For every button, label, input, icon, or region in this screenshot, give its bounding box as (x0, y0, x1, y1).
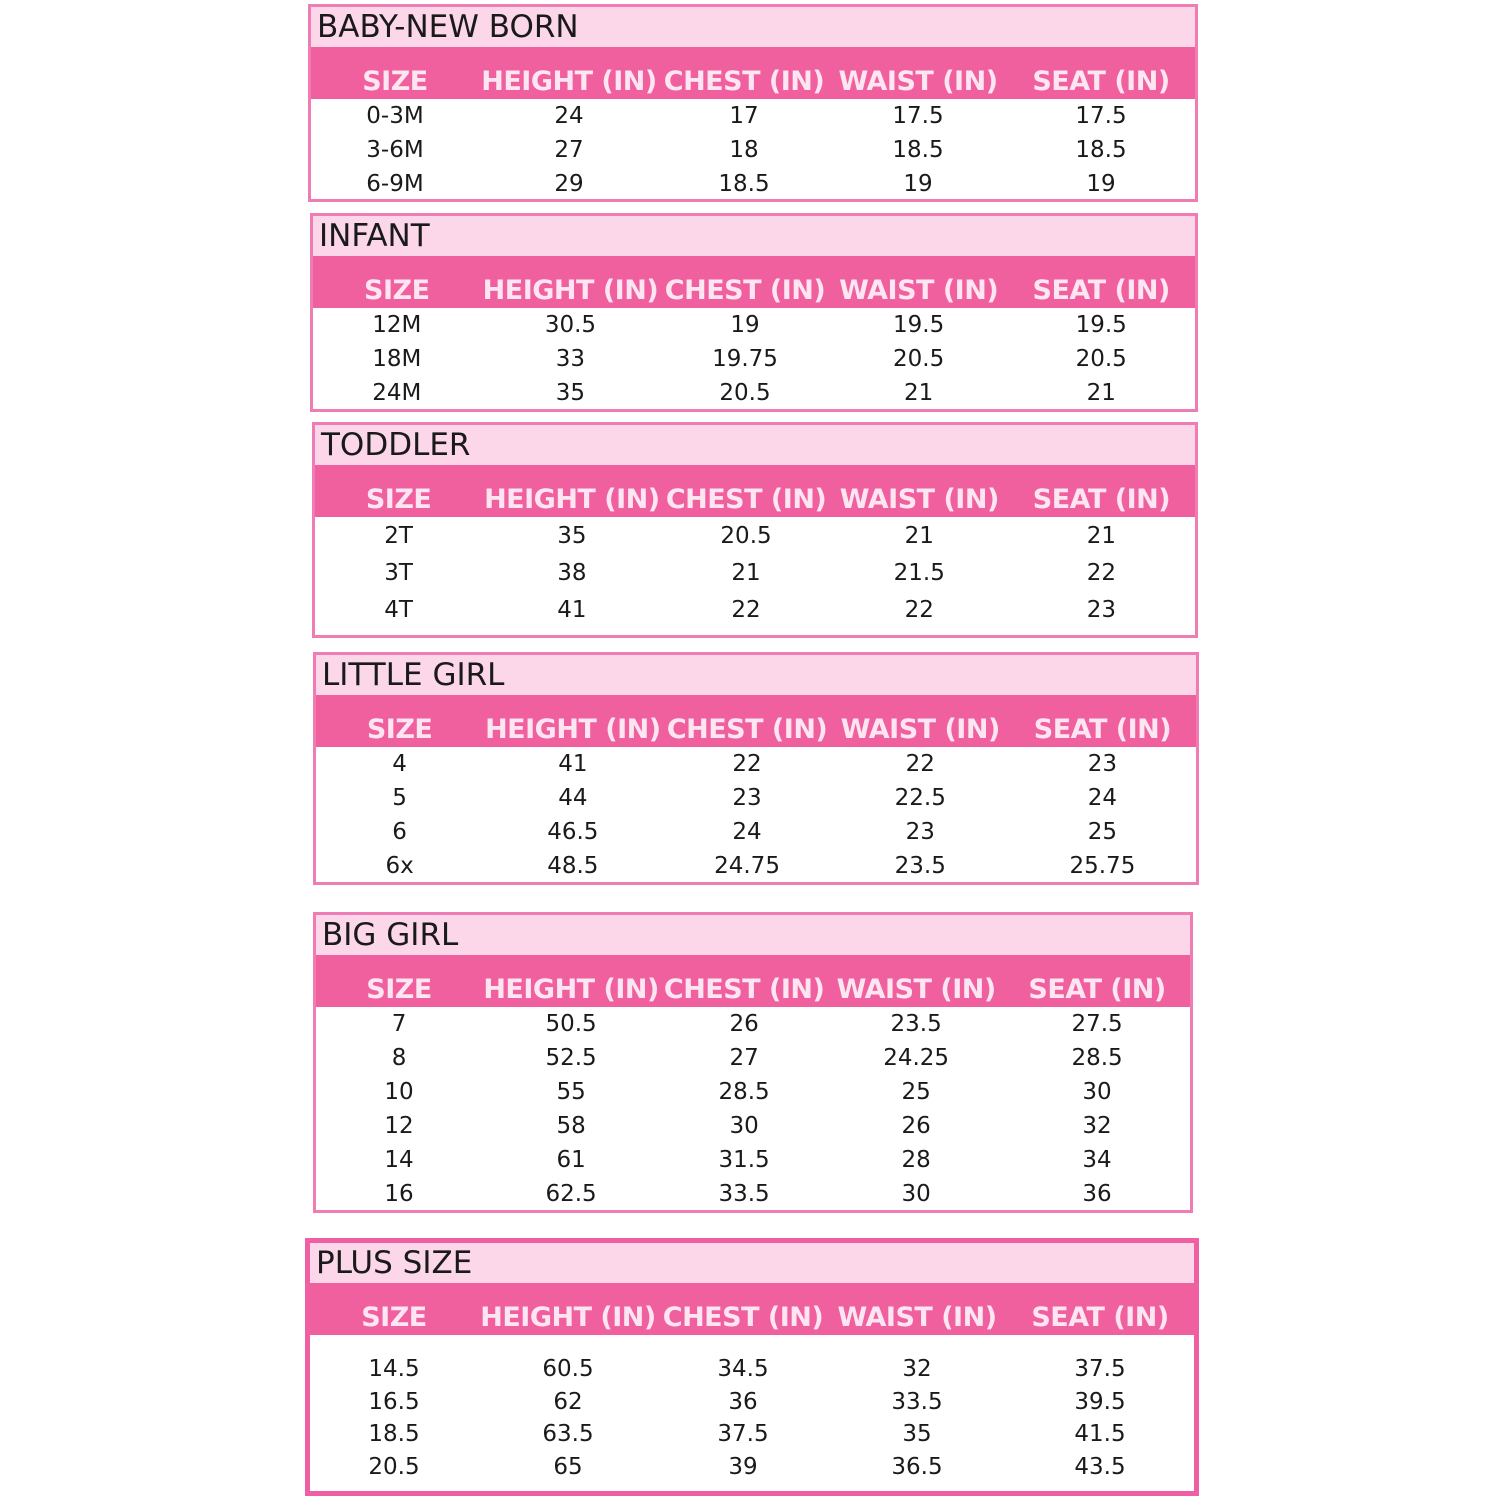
table-cell: 61 (556, 1147, 586, 1173)
table-cell: 22 (732, 751, 762, 777)
table-cell: 48.5 (547, 853, 599, 879)
table-row (316, 1041, 1190, 1075)
table-row (311, 99, 1195, 133)
table-cell: 41 (557, 596, 587, 623)
table-cell: 20.5 (893, 346, 945, 372)
column-header: WAIST (IN) (836, 974, 996, 1005)
table-cell: 37.5 (1074, 1356, 1126, 1383)
column-header: SEAT (IN) (1032, 66, 1170, 97)
table-cell: 21 (904, 522, 934, 549)
table-cell: 6 (392, 819, 407, 845)
section-title: PLUS SIZE (310, 1243, 1194, 1283)
column-header: WAIST (IN) (839, 275, 999, 306)
table-row (316, 781, 1196, 815)
section-plus-size (305, 1238, 1199, 1496)
table-cell: 24.75 (714, 853, 780, 879)
table-cell: 28.5 (718, 1079, 770, 1105)
column-header-row (313, 256, 1195, 308)
table-cell: 30 (729, 1113, 759, 1139)
column-header-row (311, 47, 1195, 99)
section-baby-new-born (308, 4, 1198, 202)
table-row (313, 308, 1195, 342)
table-cell: 20.5 (719, 380, 771, 406)
table-cell: 24 (554, 103, 584, 129)
table-body (316, 1007, 1190, 1211)
column-header: HEIGHT (IN) (484, 484, 660, 515)
table-cell: 32 (902, 1356, 932, 1383)
column-header-row (310, 1283, 1194, 1335)
table-cell: 25 (1087, 819, 1118, 845)
table-cell: 21 (1086, 522, 1117, 549)
table-cell: 33.5 (891, 1388, 943, 1415)
table-cell: 14 (384, 1147, 414, 1173)
table-row (316, 815, 1196, 849)
table-row (316, 1075, 1190, 1109)
table-row (316, 1109, 1190, 1143)
table-row (311, 133, 1195, 167)
column-header: SEAT (IN) (1033, 714, 1172, 745)
column-header: CHEST (IN) (662, 1302, 824, 1333)
table-cell: 5 (392, 785, 407, 811)
table-cell: 26 (901, 1113, 931, 1139)
column-header: WAIST (IN) (838, 66, 998, 97)
table-cell: 24 (1087, 785, 1118, 811)
column-header: HEIGHT (IN) (485, 714, 661, 745)
table-body (316, 747, 1196, 883)
table-cell: 24.25 (883, 1045, 950, 1071)
table-cell: 37.5 (717, 1421, 769, 1448)
section-infant (310, 213, 1198, 412)
column-header: CHEST (IN) (663, 66, 825, 97)
table-cell: 28 (901, 1147, 931, 1173)
table-cell: 41.5 (1074, 1421, 1126, 1448)
table-row (310, 1451, 1194, 1484)
table-row (310, 1353, 1194, 1386)
table-cell: 33 (555, 346, 586, 372)
table-cell: 19.75 (712, 346, 778, 372)
table-cell: 16 (384, 1181, 414, 1207)
table-cell: 17.5 (892, 103, 944, 129)
table-cell: 19.5 (893, 312, 945, 338)
table-row (315, 517, 1195, 554)
column-header: CHEST (IN) (665, 484, 827, 515)
table-cell: 36.5 (891, 1453, 943, 1480)
table-cell: 8 (391, 1045, 407, 1071)
table-cell: 24 (732, 819, 762, 845)
column-header-row (316, 695, 1196, 747)
table-cell: 14.5 (368, 1356, 420, 1383)
table-cell: 23.5 (894, 853, 946, 879)
table-row (310, 1386, 1194, 1419)
table-cell: 0-3M (366, 103, 424, 129)
table-cell: 23 (1087, 751, 1118, 777)
table-row (315, 554, 1195, 591)
table-cell: 36 (728, 1388, 758, 1415)
column-header: CHEST (IN) (663, 974, 825, 1005)
table-cell: 18.5 (718, 171, 770, 197)
table-cell: 35 (557, 522, 587, 549)
table-cell: 25 (901, 1079, 931, 1105)
table-cell: 27 (554, 137, 584, 163)
table-cell: 31.5 (718, 1147, 770, 1173)
table-cell: 63.5 (542, 1421, 594, 1448)
table-cell: 32 (1082, 1113, 1112, 1139)
table-cell: 6-9M (366, 171, 424, 197)
table-cell: 41 (558, 751, 588, 777)
table-cell: 62.5 (545, 1181, 597, 1207)
table-cell: 46.5 (547, 819, 599, 845)
table-body (313, 308, 1195, 410)
column-header: SIZE (366, 714, 433, 745)
column-header: HEIGHT (IN) (483, 974, 659, 1005)
column-header: SEAT (IN) (1032, 484, 1171, 515)
table-cell: 25.75 (1069, 853, 1136, 879)
table-cell: 18 (729, 137, 759, 163)
column-header: HEIGHT (IN) (482, 275, 659, 306)
table-cell: 4 (392, 751, 407, 777)
table-cell: 52.5 (545, 1045, 597, 1071)
column-header: WAIST (IN) (839, 484, 999, 515)
table-cell: 18.5 (368, 1421, 420, 1448)
table-cell: 22 (905, 751, 935, 777)
section-little-girl (313, 652, 1199, 885)
table-cell: 23.5 (890, 1011, 942, 1037)
table-cell: 27 (729, 1045, 759, 1071)
table-cell: 22 (731, 596, 761, 623)
table-cell: 19.5 (1075, 312, 1127, 338)
table-cell: 18M (372, 346, 422, 372)
table-cell: 17.5 (1075, 103, 1127, 129)
table-cell: 62 (553, 1388, 583, 1415)
table-cell: 39 (728, 1453, 758, 1480)
table-cell: 21 (731, 559, 761, 586)
table-row (316, 1177, 1190, 1211)
table-cell: 18.5 (1075, 137, 1127, 163)
table-cell: 35 (555, 380, 586, 406)
column-header: SEAT (IN) (1031, 1302, 1169, 1333)
table-row (316, 1007, 1190, 1041)
table-body (311, 99, 1195, 201)
section-title: BABY-NEW BORN (311, 7, 1195, 47)
table-cell: 20.5 (720, 522, 772, 549)
column-header-row (316, 955, 1190, 1007)
table-row (315, 591, 1195, 628)
table-body (315, 517, 1195, 628)
table-cell: 16.5 (368, 1388, 420, 1415)
table-cell: 21.5 (893, 559, 945, 586)
table-cell: 60.5 (542, 1356, 594, 1383)
column-header-row (315, 465, 1195, 517)
table-cell: 26 (729, 1011, 759, 1037)
table-cell: 65 (553, 1453, 583, 1480)
column-header: SIZE (364, 275, 430, 306)
table-cell: 19 (730, 312, 760, 338)
table-cell: 2T (384, 522, 413, 549)
table-cell: 55 (556, 1079, 586, 1105)
table-row (310, 1418, 1194, 1451)
table-row (316, 747, 1196, 781)
table-row (313, 376, 1195, 410)
table-cell: 6x (385, 853, 414, 879)
column-header: HEIGHT (IN) (481, 66, 657, 97)
table-cell: 22 (1086, 559, 1117, 586)
table-cell: 23 (1086, 596, 1117, 623)
column-header: SEAT (IN) (1032, 275, 1170, 306)
table-cell: 35 (902, 1421, 932, 1448)
table-cell: 38 (557, 559, 587, 586)
table-row (313, 342, 1195, 376)
table-cell: 34.5 (717, 1356, 769, 1383)
table-cell: 23 (732, 785, 762, 811)
table-row (311, 167, 1195, 201)
section-title: TODDLER (315, 425, 1195, 465)
column-header: SIZE (361, 1302, 427, 1333)
table-cell: 50.5 (545, 1011, 597, 1037)
table-cell: 23 (905, 819, 935, 845)
table-cell: 12M (372, 312, 422, 338)
table-cell: 7 (391, 1011, 407, 1037)
table-cell: 10 (384, 1079, 414, 1105)
table-row (316, 849, 1196, 883)
section-title: BIG GIRL (316, 915, 1190, 955)
column-header: CHEST (IN) (664, 275, 826, 306)
table-row (316, 1143, 1190, 1177)
table-cell: 20.5 (368, 1453, 420, 1480)
table-cell: 34 (1082, 1147, 1112, 1173)
table-cell: 39.5 (1074, 1388, 1126, 1415)
table-cell: 17 (729, 103, 759, 129)
column-header: SIZE (362, 66, 428, 97)
table-cell: 18.5 (892, 137, 944, 163)
table-cell: 36 (1082, 1181, 1112, 1207)
table-cell: 33.5 (718, 1181, 770, 1207)
column-header: HEIGHT (IN) (480, 1302, 656, 1333)
table-cell: 30 (901, 1181, 931, 1207)
table-cell: 3-6M (366, 137, 424, 163)
table-cell: 19 (903, 171, 933, 197)
table-cell: 29 (554, 171, 584, 197)
table-cell: 19 (1086, 171, 1116, 197)
table-cell: 58 (556, 1113, 586, 1139)
table-cell: 3T (384, 559, 413, 586)
table-cell: 21 (903, 380, 934, 406)
table-cell: 24M (372, 380, 422, 406)
section-toddler (312, 422, 1198, 638)
table-cell: 44 (558, 785, 588, 811)
table-body (310, 1335, 1194, 1483)
column-header: SEAT (IN) (1028, 974, 1166, 1005)
table-cell: 4T (384, 596, 413, 623)
column-header: SIZE (365, 484, 432, 515)
table-cell: 20.5 (1075, 346, 1127, 372)
table-cell: 27.5 (1071, 1011, 1123, 1037)
section-big-girl (313, 912, 1193, 1213)
column-header: CHEST (IN) (666, 714, 828, 745)
column-header: SIZE (366, 974, 432, 1005)
table-cell: 43.5 (1074, 1453, 1126, 1480)
column-header: WAIST (IN) (837, 1302, 997, 1333)
section-title: LITTLE GIRL (316, 655, 1196, 695)
table-cell: 28.5 (1071, 1045, 1123, 1071)
section-title: INFANT (313, 216, 1195, 256)
table-cell: 30.5 (544, 312, 597, 338)
table-cell: 22 (904, 596, 934, 623)
table-cell: 30 (1082, 1079, 1112, 1105)
table-cell: 21 (1086, 380, 1116, 406)
table-cell: 22.5 (894, 785, 946, 811)
column-header: WAIST (IN) (840, 714, 1000, 745)
table-cell: 12 (384, 1113, 414, 1139)
